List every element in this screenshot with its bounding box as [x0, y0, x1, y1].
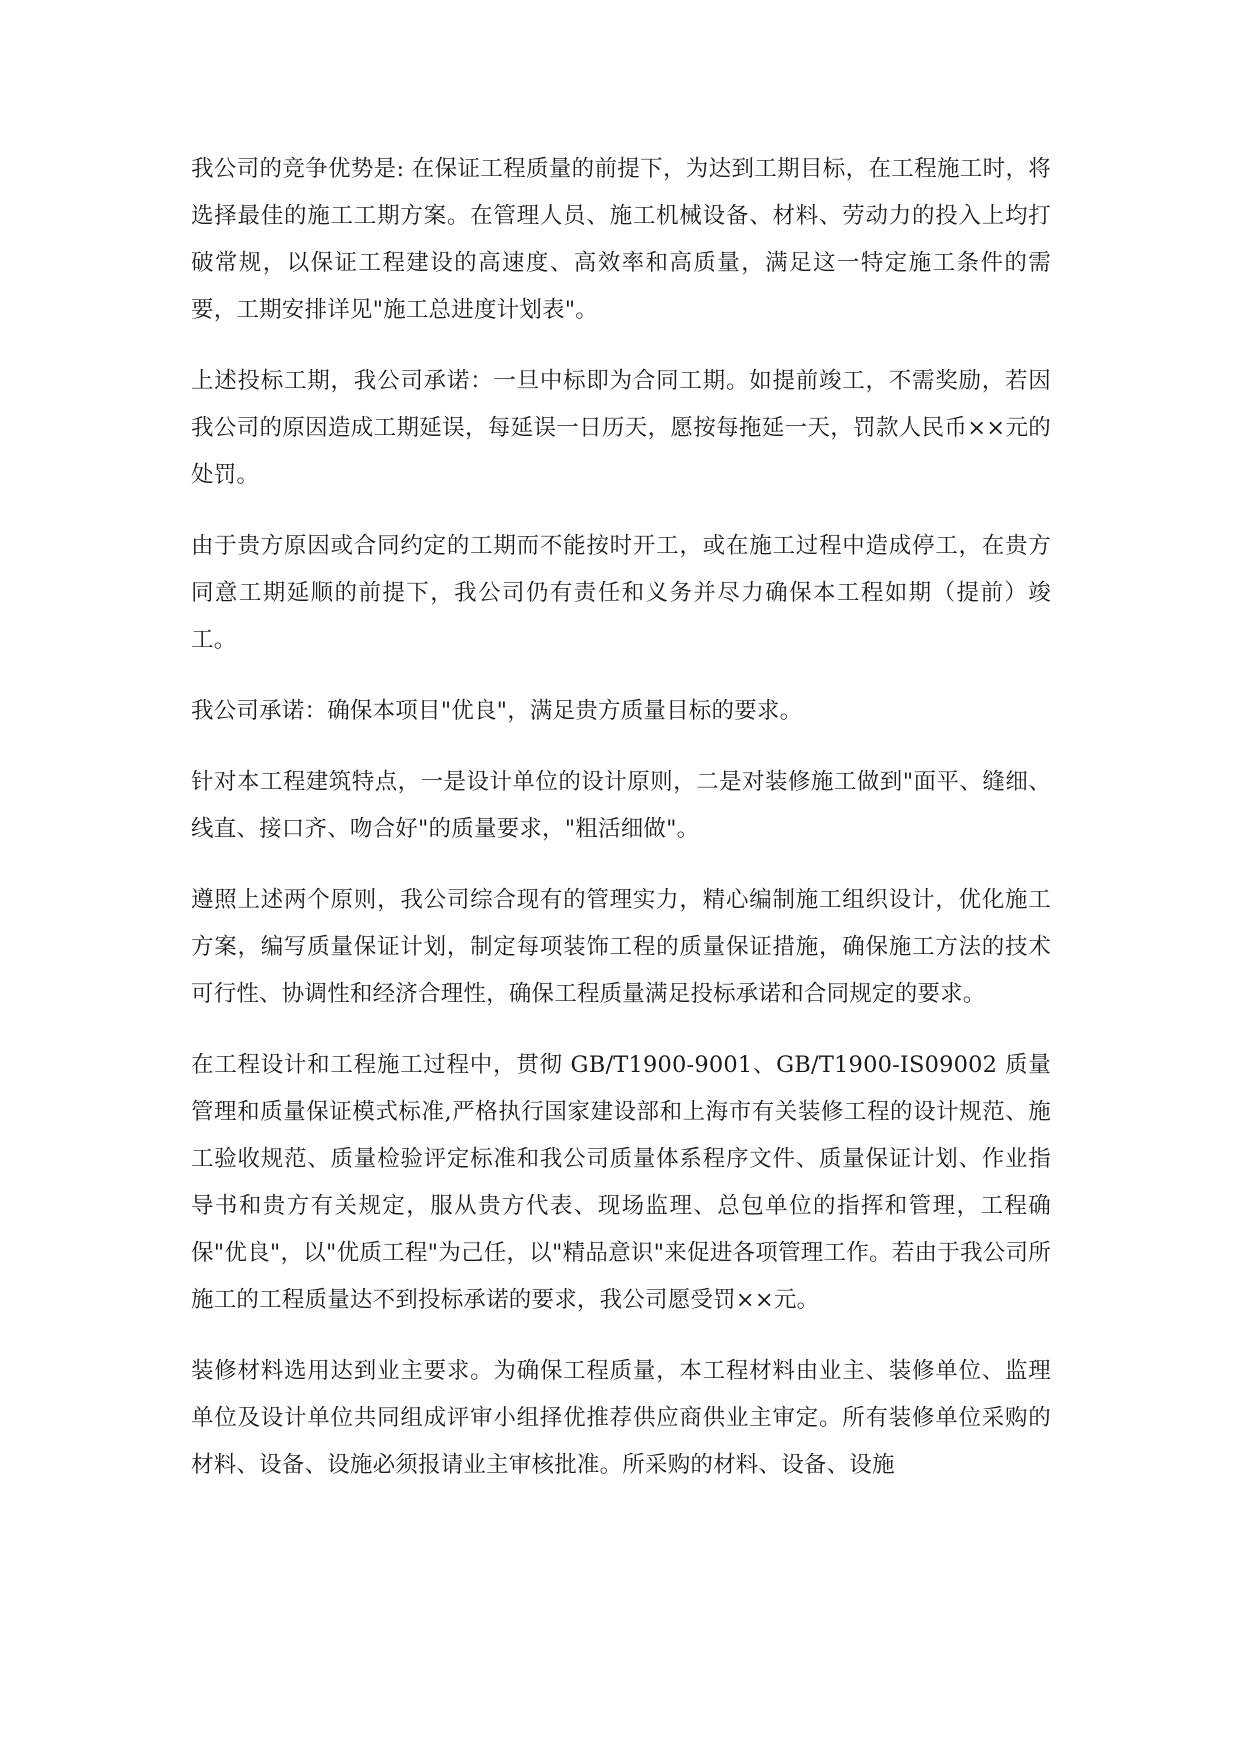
paragraph-materials-selection: 装修材料选用达到业主要求。为确保工程质量，本工程材料由业主、装修单位、监理单位及设计单位共同组成评审小组择优推荐供应商供业主审定。所有装修单位采购的材料、设备、设施必须报请业主审核批准。所采购的材料、设备、设施	[191, 1358, 1051, 1478]
paragraph-schedule-commitment: 上述投标工期，我公司承诺：一旦中标即为合同工期。如提前竣工，不需奖励，若因我公司的原因造成工期延误，每延误一日历天，愿按每拖延一天，罚款人民币××元的处罚。	[191, 368, 1051, 488]
document-body	[191, 146, 1051, 1513]
paragraph-construction-plan: 遵照上述两个原则，我公司综合现有的管理实力，精心编制施工组织设计，优化施工方案，编写质量保证计划，制定每项装饰工程的质量保证措施，确保施工方法的技术可行性、协调性和经济合理性，确保工程质量满足投标承诺和合同规定的要求。	[191, 887, 1051, 1007]
paragraph-quality-commitment: 我公司承诺：确保本项目"优良"，满足贵方质量目标的要求。	[191, 698, 803, 724]
paragraph-delay-responsibility: 由于贵方原因或合同约定的工期而不能按时开工，或在施工过程中造成停工，在贵方同意工期延顺的前提下，我公司仍有责任和义务并尽力确保本工程如期（提前）竣工。	[191, 533, 1051, 653]
paragraph-quality-standards: 在工程设计和工程施工过程中，贯彻 GB/T1900-9001、GB/T1900-IS09002 质量管理和质量保证模式标准,严格执行国家建设部和上海市有关装修工程的设计规范、施工验收规范、质量检验评定标准和我公司质量体系程序文件、质量保证计划、作业指导书和贵方有关规定，服从贵方代表、现场监理、总包单位的指挥和管理，工程确保"优良"，以"优质工程"为己任，以"精品意识"来促进各项管理工作。若由于我公司所施工的工程质量达不到投标承诺的要求，我公司愿受罚××元。	[191, 1052, 1051, 1313]
paragraph-competitive-advantage: 我公司的竞争优势是: 在保证工程质量的前提下，为达到工期目标，在工程施工时，将选择最佳的施工工期方案。在管理人员、施工机械设备、材料、劳动力的投入上均打破常规，以保证工程建设的高速度、高效率和高质量，满足这一特定施工条件的需要，工期安排详见"施工总进度计划表"。	[191, 156, 1051, 323]
paragraph-design-principles: 针对本工程建筑特点，一是设计单位的设计原则，二是对装修施工做到"面平、缝细、线直、接口齐、吻合好"的质量要求，"粗活细做"。	[191, 769, 1051, 842]
